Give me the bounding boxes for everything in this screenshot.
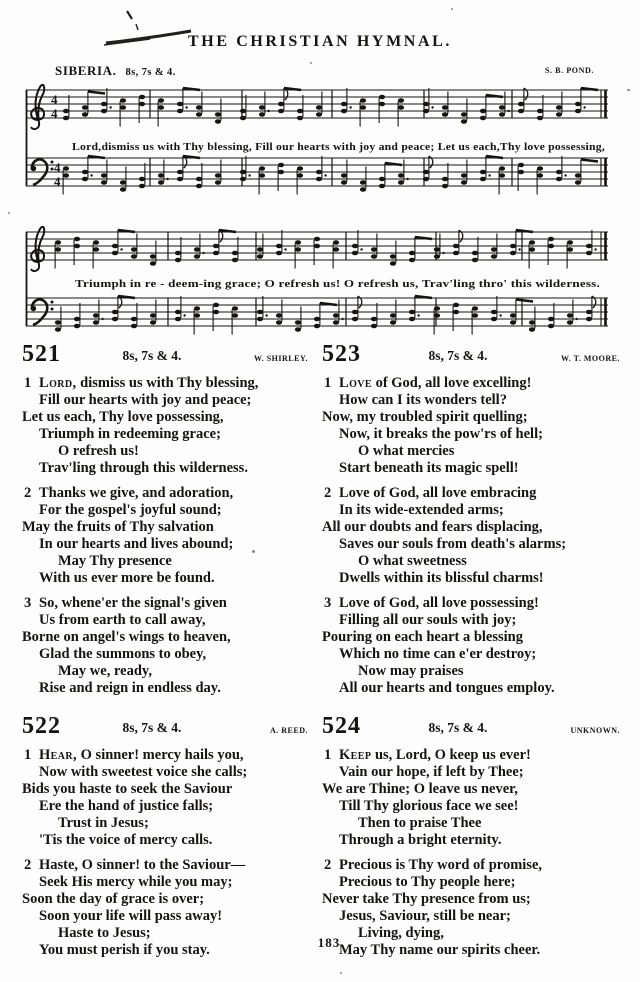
verse-number: 2 xyxy=(324,857,332,873)
verse-line xyxy=(22,747,312,764)
verse xyxy=(322,375,624,477)
verse-line: Filling all our souls with joy; xyxy=(339,612,517,628)
verse-line: Saves our souls from death's alarms; xyxy=(339,536,567,552)
verse-line: Seek His mercy while you may; xyxy=(39,874,233,890)
time-sig-numeral: 4 xyxy=(54,160,61,175)
verse-line: O what sweetness xyxy=(358,553,467,569)
ink-speck xyxy=(340,972,342,974)
verse-number: 2 xyxy=(24,857,32,873)
verse-line: For the gospel's joyful sound; xyxy=(39,502,222,518)
hymn-header xyxy=(22,341,312,371)
verse-line: In our hearts and lives abound; xyxy=(39,536,234,552)
verse-lead: Hear, xyxy=(39,747,78,763)
hymn-author: UNKNOWN. xyxy=(570,726,620,735)
verse-line: Now with sweetest voice she calls; xyxy=(39,764,248,780)
verse-lead: Love xyxy=(339,375,372,391)
verse-line: Jesus, Saviour, still be near; xyxy=(339,908,511,924)
verse-line: Now, my troubled spirit quelling; xyxy=(322,409,528,425)
verse-line: Trav'ling through this wilderness. xyxy=(39,460,248,476)
verse-text: Precious is Thy word of promise, xyxy=(339,857,543,873)
verse-line: May Thy name our spirits cheer. xyxy=(339,942,541,958)
tune-meter: 8s, 7s & 4. xyxy=(125,67,176,78)
verse-line: Through a bright eternity. xyxy=(339,832,502,848)
hymn-meter: 8s, 7s & 4. xyxy=(428,348,488,363)
verse-line: Start beneath its magic spell! xyxy=(339,460,519,476)
ink-speck xyxy=(451,8,453,10)
verse-line: Triumph in redeeming grace; xyxy=(39,426,221,442)
ink-speck xyxy=(310,62,312,64)
hymn-521 xyxy=(22,341,312,697)
verse-line: Trust in Jesus; xyxy=(58,815,149,831)
verse-line: O what mercies xyxy=(358,443,455,459)
verse-line xyxy=(22,857,312,874)
verse-line xyxy=(22,485,312,502)
verse-line: May the fruits of Thy salvation xyxy=(22,519,214,535)
verse xyxy=(22,375,312,477)
music-system-1 xyxy=(26,85,608,195)
hymn-author: W. T. MOORE. xyxy=(561,354,620,363)
hymn-header xyxy=(22,713,312,743)
verse-line: Soon your life will pass away! xyxy=(39,908,223,924)
hymn-column-left xyxy=(22,341,312,967)
page-title: THE CHRISTIAN HYMNAL. xyxy=(188,33,452,50)
music-lyrics-line-2: Triumph in re - deem-ing grace; O refresh us! O refresh us, Trav'ling thro' this wilderness. xyxy=(75,278,601,290)
hymn-number: 522 xyxy=(22,713,61,739)
verse-line: How can I its wonders tell? xyxy=(339,392,507,408)
verse-number: 1 xyxy=(24,747,32,763)
music-lyrics-line-1: Lord,dismiss us with Thy blessing, Fill our hearts with joy and peace; Let us each,Thy love possessing, xyxy=(72,141,606,153)
verse-line xyxy=(322,857,624,874)
verse-line: Let us each, Thy love possessing, xyxy=(22,409,224,425)
verse-line: Us from earth to call away, xyxy=(39,612,206,628)
tune-name: SIBERIA. xyxy=(55,63,117,78)
verse-line: We are Thine; O leave us never, xyxy=(322,781,518,797)
verse-text: of God, all love excelling! xyxy=(371,375,532,391)
verse-line: Fill our hearts with joy and peace; xyxy=(39,392,252,408)
verse-number: 3 xyxy=(24,595,32,611)
verse-line: Pouring on each heart a blessing xyxy=(322,629,523,645)
verse-line: Ere the hand of justice falls; xyxy=(39,798,214,814)
verse-line: Precious to Thy people here; xyxy=(339,874,516,890)
time-sig-numeral: 4 xyxy=(54,174,61,189)
verse-text: Love of God, all love embracing xyxy=(339,485,537,501)
verse-line xyxy=(322,747,624,764)
verse-line: May we, ready, xyxy=(58,663,152,679)
verse-number: 1 xyxy=(24,375,32,391)
verse xyxy=(22,485,312,587)
verse-line: With us ever more be found. xyxy=(39,570,215,586)
verse-line: In its wide-extended arms; xyxy=(339,502,504,518)
verse-line: 'Tis the voice of mercy calls. xyxy=(39,832,213,848)
verse-number: 1 xyxy=(324,747,332,763)
verse-line: May Thy presence xyxy=(58,553,172,569)
verse-line: Glad the summons to obey, xyxy=(39,646,207,662)
hymn-column-right xyxy=(322,341,624,967)
verse-line: O refresh us! xyxy=(58,443,139,459)
verse-line: Soon the day of grace is over; xyxy=(22,891,205,907)
hymn-author: W. SHIRLEY. xyxy=(253,354,308,363)
verse-text: dismiss us with Thy blessing, xyxy=(76,375,259,391)
ink-speck xyxy=(627,89,630,91)
verse-line: All our hearts and tongues employ. xyxy=(339,680,555,696)
verse-text: O sinner! mercy hails you, xyxy=(77,747,244,763)
verse-text: Love of God, all love possessing! xyxy=(339,595,539,611)
hymn-522 xyxy=(22,713,312,959)
verse-line: Vain our hope, if left by Thee; xyxy=(339,764,524,780)
verse xyxy=(322,595,624,697)
verse-line: All our doubts and fears displacing, xyxy=(322,519,543,535)
verse-line: You must perish if you stay. xyxy=(39,942,210,958)
page-number: 183 xyxy=(317,935,341,950)
verse-line xyxy=(22,375,312,392)
sheet-music xyxy=(0,0,640,352)
verse-lead: Keep xyxy=(339,747,372,763)
verse-text: us, Lord, O keep us ever! xyxy=(371,747,531,763)
verse-line: Borne on angel's wings to heaven, xyxy=(22,629,231,645)
hymn-number: 523 xyxy=(322,341,361,367)
verse-line: Now may praises xyxy=(358,663,464,679)
hymn-meter: 8s, 7s & 4. xyxy=(122,720,182,735)
hymn-523 xyxy=(322,341,624,697)
verse xyxy=(322,747,624,849)
verse xyxy=(322,485,624,587)
hymn-number: 524 xyxy=(322,713,361,739)
verse-line: Bids you haste to seek the Saviour xyxy=(22,781,233,797)
hymn-meter: 8s, 7s & 4. xyxy=(122,348,182,363)
verse xyxy=(22,595,312,697)
verse-number: 1 xyxy=(324,375,332,391)
verse-text: Thanks we give, and adoration, xyxy=(39,485,234,501)
verse-text: Haste, O sinner! to the Saviour— xyxy=(39,857,246,873)
time-sig-numeral: 4 xyxy=(51,106,58,121)
hymn-number: 521 xyxy=(22,341,61,367)
hymn-header xyxy=(322,341,624,371)
pen-mark xyxy=(104,11,191,45)
composer-credit: S. B. POND. xyxy=(544,66,594,75)
verse-line xyxy=(22,595,312,612)
verse-line: Then to praise Thee xyxy=(358,815,482,831)
verse-text: So, whene'er the signal's given xyxy=(39,595,227,611)
verse-line: Now, it breaks the pow'rs of hell; xyxy=(339,426,543,442)
hymn-524 xyxy=(322,713,624,959)
time-sig-numeral: 4 xyxy=(51,92,58,107)
verse-number: 3 xyxy=(324,595,332,611)
time-signature xyxy=(51,92,61,189)
hymn-meter: 8s, 7s & 4. xyxy=(428,720,488,735)
verse-line: Living, dying, xyxy=(358,925,444,941)
verse-number: 2 xyxy=(324,485,332,501)
verse-number: 2 xyxy=(24,485,32,501)
verse-line xyxy=(322,375,624,392)
verse-line: Till Thy glorious face we see! xyxy=(339,798,519,814)
verse-line: Rise and reign in endless day. xyxy=(39,680,221,696)
ink-speck xyxy=(8,212,10,214)
verse-line: Never take Thy presence from us; xyxy=(322,891,531,907)
verse-line xyxy=(322,595,624,612)
ink-speck xyxy=(252,550,255,553)
verse xyxy=(22,747,312,849)
verse-line xyxy=(322,485,624,502)
verse-lead: Lord, xyxy=(39,375,77,391)
verse-line: Which no time can e'er destroy; xyxy=(339,646,537,662)
hymn-header xyxy=(322,713,624,743)
hymn-author: A. REED. xyxy=(269,726,308,735)
verse-line: Dwells within its blissful charms! xyxy=(339,570,544,586)
verse-line: Haste to Jesus; xyxy=(58,925,151,941)
